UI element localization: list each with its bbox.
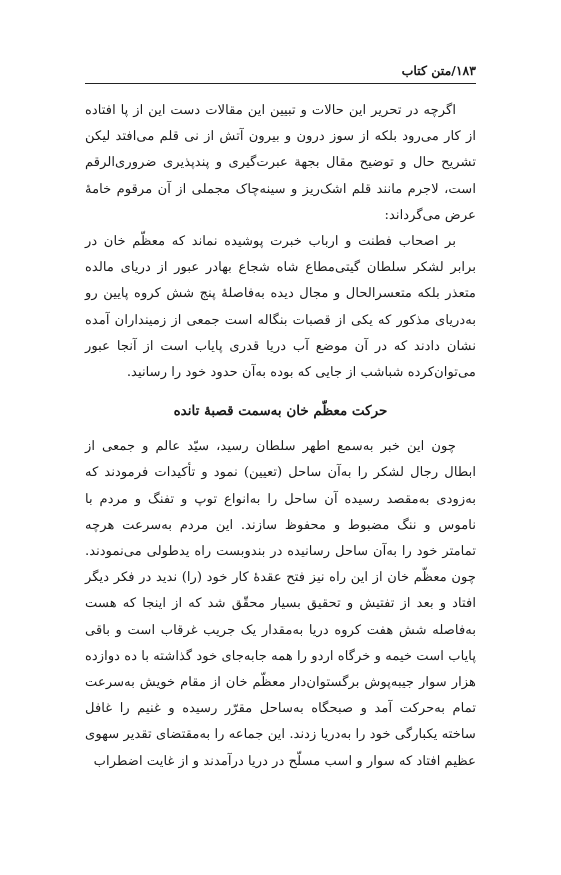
paragraph-1: اگرچه در تحریر این حالات و تبیین این مقالات دست این از پا افتاده از کار می‌رود بلکه از سوز درون و بیرون آتش از نی قلم می‌افتد لیکن تشریح حال و توضیح مقال بجهة عبرت‌گیری و پندپذیری ضروری‌الرقم است، لاجرم مانند قلم اشک‌ریز و سینه‌چاک مجملی از آن مرقوم خامهٔ عرض می‌گرداند: [85, 103, 476, 223]
book-page [85, 58, 476, 775]
page-header [85, 58, 476, 84]
paragraph-3: چون این خبر به‌سمع اطهر سلطان رسید، سیّد عالم و جمعی از ابطال رجال لشکر را به‌آن ساحل (تعیین) نمود و تأکیدات فرمودند که به‌زودی به‌مقصد رسیده آن ساحل را به‌انواع توپ و تفنگ و مردم با ناموس و ننگ مضبوط و محفوظ سازند. این مردم به‌سرعت هرچه تمامتر خود را به‌آن ساحل رسانیده در بندوبست راه یدطولی می‌نمودند. چون معظّم خان از این راه نیز فتح عقدهٔ کار خود (را) ندید در فکر دیگر افتاد و بعد از تفتیش و تحقیق بسیار محقّق شد که از اینجا که هست به‌فاصله شش هفت کروه دریا به‌مقدار یک جریب غرقاب است و باقی پایاب است خیمه و خرگاه اردو را همه جابه‌جای خود گذاشته با ده دوازده هزار سوار جیبه‌پوش برگستوان‌دار معظّم خان از مقام خویش به‌سرعت تمام به‌حرکت آمد و صبحگاه به‌ساحل مقرّر رسیده و غنیم را غافل ساخته یکبارگی خود را به‌دریا زدند. این جماعه را به‌مقتضای تقدیر سهوی عظیم افتاد که سوار و اسب مسلّح در دریا درآمدند و از غایت اضطراب [85, 439, 476, 769]
paragraph-2: بر اصحاب فطنت و ارباب خبرت پوشیده نماند که معظّم خان در برابر لشکر سلطان گیتی‌مطاع شاه شجاع بهادر عبور از دریای مالده متعذر بلکه متعسرالحال و مجال دیده به‌فاصلهٔ پنج شش کروه پایین رو به‌دریای مذکور که یکی از قصبات بنگاله است جمعی از زمینداران آمده نشان دادند که در آن موضع آب دریا قدری پایاب است از آنجا عبور می‌توان‌کرده شباشب از جایی که بوده به‌آن حدود خود را رسانید. [85, 234, 476, 381]
section-heading: حرکت معظّم خان به‌سمت قصبهٔ تانده [173, 403, 388, 420]
running-title: ۱۸۳/متن کتاب [401, 63, 476, 78]
